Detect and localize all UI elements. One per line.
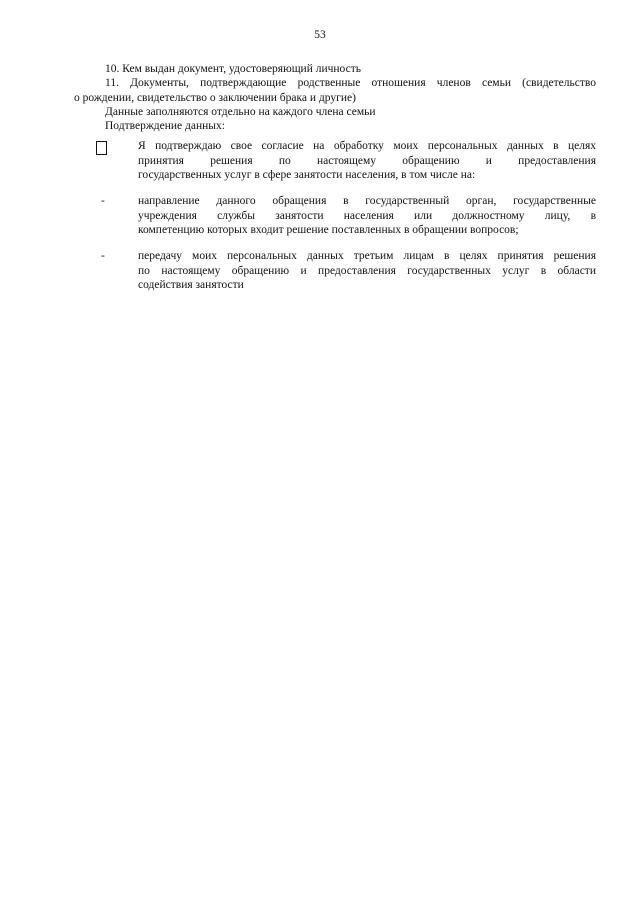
consent-text xyxy=(138,139,596,182)
consent-line-1: Я подтверждаю свое согласие на обработку моих персональных данных в целях xyxy=(138,140,596,153)
confirmation-heading: Подтверждение данных: xyxy=(105,120,225,133)
consent-line-3: государственных услуг в сфере занятости населения, в том числе на: xyxy=(138,169,476,182)
item-11-line-2: о рождении, свидетельство о заключении брака и другие) xyxy=(74,91,356,104)
consent-checkbox[interactable] xyxy=(96,141,107,155)
bullet-item xyxy=(76,194,596,237)
bullet-text xyxy=(138,194,596,237)
page-number: 53 xyxy=(314,29,326,41)
item-10: 10. Кем выдан документ, удостоверяющий личность xyxy=(105,63,361,75)
bullet-dash: - xyxy=(101,195,105,208)
document-body xyxy=(76,62,596,292)
bullet-line-2: учреждения службы занятости населения или должностному лицу, в xyxy=(138,209,596,222)
bullet-line-3: содействия занятости xyxy=(138,278,244,291)
bullet-item xyxy=(76,249,596,292)
consent-line-2: принятия решения по настоящему обращению и предоставления xyxy=(138,154,596,167)
family-member-note: Данные заполняются отдельно на каждого члена семьи xyxy=(105,105,376,118)
bullet-line-1: направление данного обращения в государственный орган, государственные xyxy=(138,195,596,208)
consent-block xyxy=(76,139,596,182)
bullet-dash: - xyxy=(101,250,105,263)
bullet-line-1: передачу моих персональных данных третьим лицам в целях принятия решения xyxy=(138,250,596,263)
bullet-line-2: по настоящему обращению и предоставления государственных услуг в области xyxy=(138,264,596,277)
item-11 xyxy=(76,76,596,105)
item-11-line-1: 11. Документы, подтверждающие родственные отношения членов семьи (свидетельство xyxy=(105,77,596,90)
bullet-line-3: компетенцию которых входит решение поставленных в обращении вопросов; xyxy=(138,223,519,236)
bullet-text xyxy=(138,249,596,292)
